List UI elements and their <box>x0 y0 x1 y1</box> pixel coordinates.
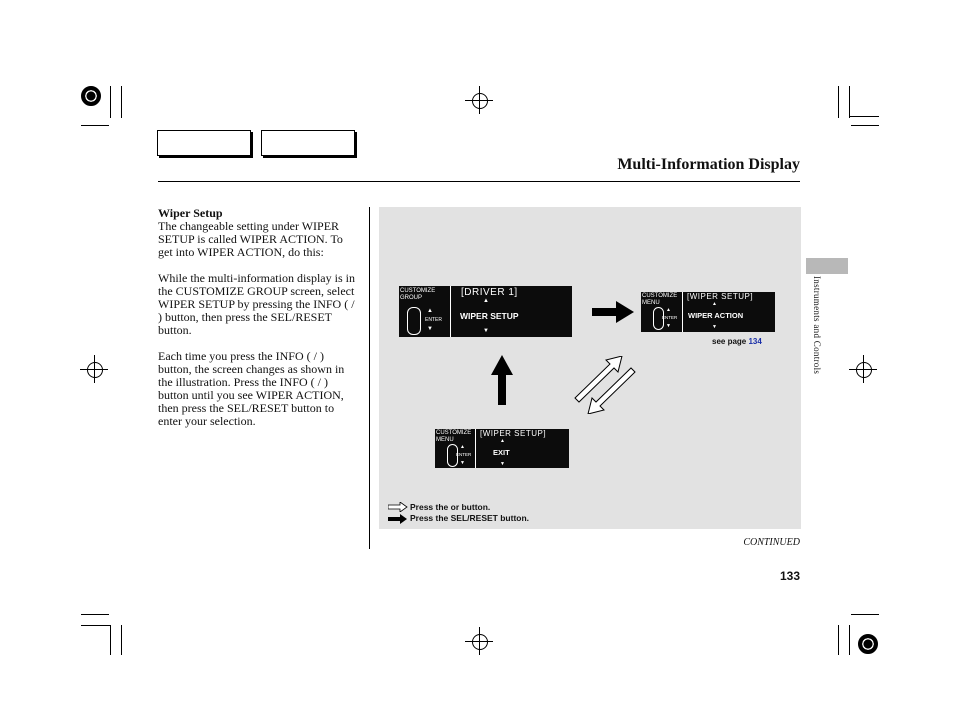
screen-left-label: CUSTOMIZE GROUP <box>400 288 436 301</box>
section-side-label: Instruments and Controls <box>812 276 822 375</box>
see-page-reference[interactable]: see page 134 <box>712 337 762 346</box>
down-arrow-icon: ▼ <box>483 328 489 334</box>
paragraph: The changeable setting under WIPER SETUP is called WIPER ACTION. To get into WIPER ACTION, do this: <box>158 219 343 259</box>
paragraph: Each time you press the INFO ( / ) button, the screen changes as shown in the illustration. Press the INFO ( / ) button until you see WIPER ACTION, then press the SEL/RESET button to enter your selection. <box>158 349 345 428</box>
column-divider <box>369 207 370 549</box>
crosshair-icon <box>472 634 488 650</box>
header-rule <box>158 181 800 182</box>
solid-arrow-icon <box>388 514 408 524</box>
dial-icon <box>407 307 421 335</box>
cycle-arrows-icon <box>572 356 638 414</box>
down-arrow-icon: ▼ <box>712 324 717 330</box>
paragraph: While the multi-information display is in the CUSTOMIZE GROUP screen, select WIPER SETUP by pressing the INFO ( / ) button, then press the SEL/RESET button. <box>158 271 355 337</box>
down-arrow-icon: ▼ <box>460 460 465 466</box>
section-heading: Wiper Setup <box>158 206 223 220</box>
registration-mark-icon <box>858 634 878 654</box>
display-screen-driver: CUSTOMIZE GROUP ▲ ENTER ▼ [DRIVER 1] ▲ WIPER SETUP ▼ <box>399 286 572 337</box>
continued-label: CONTINUED <box>743 537 800 548</box>
down-arrow-icon: ▼ <box>666 323 671 329</box>
legend-press-info: Press the or button. <box>410 502 491 512</box>
crosshair-icon <box>856 362 872 378</box>
legend-press-sel: Press the SEL/RESET button. <box>410 513 530 523</box>
see-page-link[interactable]: 134 <box>748 337 762 346</box>
up-arrow-icon: ▲ <box>500 438 505 444</box>
crosshair-icon <box>472 93 488 109</box>
up-arrow-icon: ▲ <box>427 308 433 314</box>
registration-mark-icon <box>81 86 101 106</box>
up-arrow-icon: ▲ <box>666 307 671 313</box>
nav-tab-box[interactable] <box>157 130 251 156</box>
down-arrow-icon: ▼ <box>427 326 433 332</box>
up-arrow-icon: ▲ <box>483 298 489 304</box>
body-text-column <box>158 207 358 428</box>
outline-arrow-icon <box>388 502 408 512</box>
page-title: Multi-Information Display <box>617 156 800 173</box>
screen-top-text: [DRIVER 1] <box>461 287 518 298</box>
arrow-up-icon <box>491 355 513 405</box>
section-tab <box>806 258 848 274</box>
nav-tab-box[interactable] <box>261 130 355 156</box>
down-arrow-icon: ▼ <box>500 461 505 467</box>
up-arrow-icon: ▲ <box>712 301 717 307</box>
up-arrow-icon: ▲ <box>460 444 465 450</box>
display-screen-wiper-action: CUSTOMIZE MENU ▲ ENTER ▼ [WIPER SETUP] ▲ WIPER ACTION ▼ <box>641 292 775 332</box>
screen-main-text: WIPER SETUP <box>460 311 519 321</box>
display-screen-exit: CUSTOMIZE MENU ▲ ENTER ▼ [WIPER SETUP] ▲ EXIT ▼ <box>435 429 569 468</box>
crosshair-icon <box>87 362 103 378</box>
arrow-right-icon <box>592 301 634 323</box>
page-number: 133 <box>779 569 800 583</box>
